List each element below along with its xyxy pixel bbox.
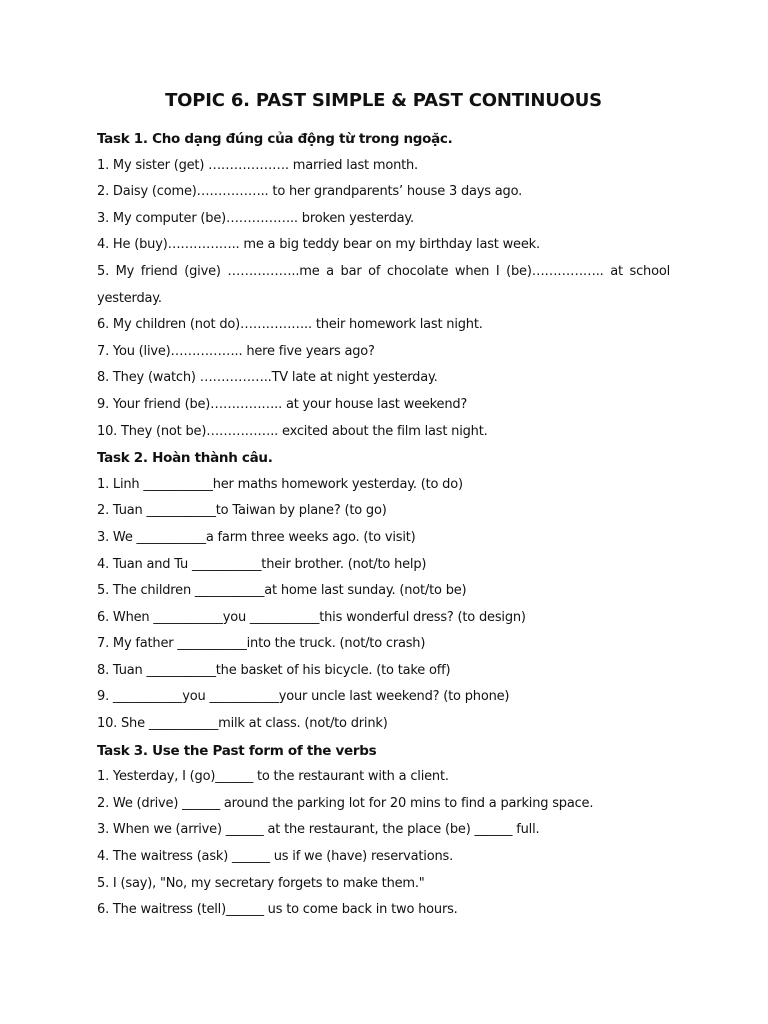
task3-item: 4. The waitress (ask) ______ us if we (have) reservations.: [97, 849, 454, 865]
task1-item: 2. Daisy (come)…………….. to her grandparents’ house 3 days ago.: [97, 184, 523, 200]
task3-item: 5. I (say), "No, my secretary forgets to make them.": [97, 875, 425, 891]
task1-item: 3. My computer (be)…………….. broken yesterday.: [97, 210, 414, 226]
task3-item: 2. We (drive) ______ around the parking lot for 20 mins to find a parking space.: [97, 795, 594, 811]
task3-item: 1. Yesterday, I (go)______ to the restaurant with a client.: [97, 769, 449, 785]
task2-item: 5. The children ___________at home last sunday. (not/to be): [97, 583, 467, 599]
task1-item: 5. My friend (give) ……………..me a bar of chocolate when I (be)…………….. at school yesterday.: [97, 263, 670, 306]
task1-heading: Task 1. Cho dạng đúng của động từ trong ngoặc.: [97, 131, 453, 147]
task1-item: 8. They (watch) ……………..TV late at night yesterday.: [97, 370, 438, 386]
task1-item: 4. He (buy)…………….. me a big teddy bear on my birthday last week.: [97, 237, 540, 253]
worksheet-page: [97, 88, 670, 924]
task1-item: 1. My sister (get) ………………. married last month.: [97, 157, 418, 173]
task3-item: 3. When we (arrive) ______ at the restaurant, the place (be) ______ full.: [97, 822, 540, 838]
task2-item: 4. Tuan and Tu ___________their brother. (not/to help): [97, 556, 427, 572]
task2-item: 9. ___________you ___________your uncle last weekend? (to phone): [97, 689, 510, 705]
task1-item: 7. You (live)…………….. here five years ago?: [97, 343, 375, 359]
task2-item: 7. My father ___________into the truck. (not/to crash): [97, 636, 426, 652]
task1-item: 10. They (not be)…………….. excited about the film last night.: [97, 423, 488, 439]
task2-item: 1. Linh ___________her maths homework yesterday. (to do): [97, 476, 463, 492]
task3-item: 6. The waitress (tell)______ us to come back in two hours.: [97, 902, 458, 918]
task2-heading: Task 2. Hoàn thành câu.: [97, 450, 273, 467]
task2-item: 2. Tuan ___________to Taiwan by plane? (to go): [97, 503, 387, 519]
task2-item: 3. We ___________a farm three weeks ago. (to visit): [97, 529, 416, 545]
task1-item: 9. Your friend (be)…………….. at your house last weekend?: [97, 396, 468, 412]
task2-item: 8. Tuan ___________the basket of his bicycle. (to take off): [97, 662, 451, 678]
task2-item: 6. When ___________you ___________this wonderful dress? (to design): [97, 609, 526, 625]
task3-heading: Task 3. Use the Past form of the verbs: [97, 742, 377, 759]
page-title: TOPIC 6. PAST SIMPLE & PAST CONTINUOUS: [165, 90, 602, 111]
task1-item: 6. My children (not do)…………….. their homework last night.: [97, 317, 483, 333]
task2-item: 10. She ___________milk at class. (not/to drink): [97, 716, 388, 732]
